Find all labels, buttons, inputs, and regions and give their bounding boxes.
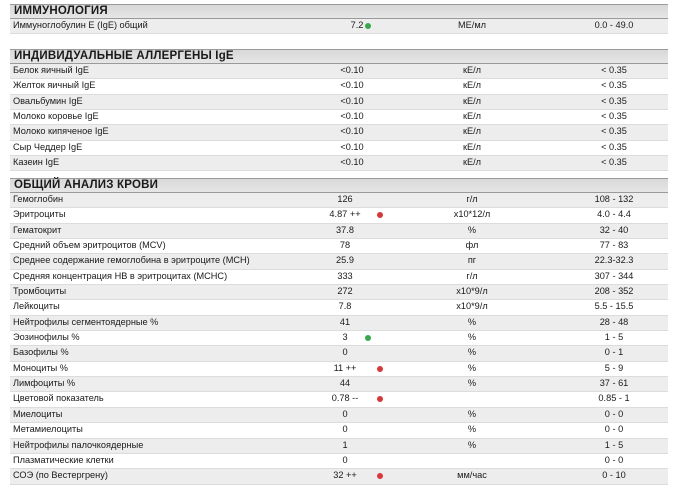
results-list (10, 64, 668, 171)
table-row (10, 141, 668, 156)
reference-range: 0 - 0 (604, 454, 624, 465)
test-value: 0.78 -- (331, 393, 359, 404)
test-name: Молоко кипяченое IgE (13, 126, 109, 137)
test-unit: % (467, 347, 477, 358)
results-list (10, 19, 668, 34)
test-value: 4.87 ++ (329, 209, 361, 220)
table-row (10, 239, 668, 254)
table-row (10, 346, 668, 361)
table-row (10, 392, 668, 407)
reference-range: 4.0 - 4.4 (597, 209, 631, 220)
reference-range: 0 - 0 (604, 424, 624, 435)
test-unit: кЕ/л (462, 111, 482, 122)
reference-range: 307 - 344 (594, 270, 634, 281)
reference-range: 0 - 0 (604, 408, 624, 419)
test-unit: г/л (466, 270, 478, 281)
test-name: Иммуноглобулин Е (IgE) общий (13, 20, 148, 30)
test-value: 7.2 (350, 20, 364, 30)
test-unit: мм/час (457, 470, 487, 481)
test-name: Моноциты % (13, 362, 68, 373)
test-unit: кЕ/л (462, 80, 482, 91)
table-row (10, 439, 668, 454)
reference-range: < 0.35 (601, 95, 627, 106)
table-row (10, 300, 668, 315)
table-row (10, 362, 668, 377)
test-name: Лейкоциты (13, 301, 60, 312)
abnormal-indicator-icon (377, 396, 383, 402)
test-name: Базофилы % (13, 347, 69, 358)
reference-range: 28 - 48 (599, 316, 629, 327)
test-name: СОЭ (по Вестергрену) (13, 470, 108, 481)
test-value: 0 (342, 408, 348, 419)
test-name: Овальбумин IgE (13, 95, 83, 106)
test-value: 126 (337, 194, 353, 204)
test-value: 1 (342, 439, 348, 450)
test-unit: г/л (466, 194, 478, 204)
reference-range: < 0.35 (601, 157, 627, 168)
test-unit: % (467, 424, 477, 435)
results-list (10, 193, 668, 485)
test-unit: % (467, 332, 477, 343)
test-name: Лимфоциты % (13, 378, 76, 389)
reference-range: 5.5 - 15.5 (594, 301, 634, 312)
table-row (10, 19, 668, 34)
test-unit: % (467, 408, 477, 419)
reference-range: < 0.35 (601, 111, 627, 122)
test-value: <0.10 (340, 157, 364, 168)
abnormal-indicator-icon (377, 366, 383, 372)
test-unit: пг (467, 255, 477, 266)
test-unit: кЕ/л (462, 141, 482, 152)
reference-range: 1 - 5 (604, 439, 624, 450)
test-value: <0.10 (340, 141, 364, 152)
reference-range: 0.85 - 1 (598, 393, 630, 404)
section-title: ИНДИВИДУАЛЬНЫЕ АЛЛЕРГЕНЫ IgE (10, 49, 668, 64)
test-unit: кЕ/л (462, 65, 482, 75)
table-row (10, 208, 668, 223)
test-value: <0.10 (340, 80, 364, 91)
reference-range: < 0.35 (601, 80, 627, 91)
table-row (10, 110, 668, 125)
table-row (10, 285, 668, 300)
test-name: Казеин IgE (13, 157, 60, 168)
test-name: Желток яичный IgE (13, 80, 96, 91)
reference-range: 1 - 5 (604, 332, 624, 343)
test-unit: кЕ/л (462, 126, 482, 137)
test-value: 333 (337, 270, 353, 281)
table-row (10, 254, 668, 269)
test-unit: фл (465, 240, 479, 251)
test-value: <0.10 (340, 126, 364, 137)
section-title: ИММУНОЛОГИЯ (10, 4, 668, 19)
table-row (10, 454, 668, 469)
table-row (10, 64, 668, 79)
test-name: Метамиелоциты (13, 424, 83, 435)
reference-range: 22.3-32.3 (594, 255, 634, 266)
test-name: Миелоциты (13, 408, 63, 419)
test-value: 3 (342, 332, 348, 343)
reference-range: < 0.35 (601, 126, 627, 137)
test-unit: кЕ/л (462, 95, 482, 106)
reference-range: 37 - 61 (599, 378, 629, 389)
test-name: Эозинофилы % (13, 332, 80, 343)
reference-range: 5 - 9 (604, 362, 624, 373)
table-row (10, 95, 668, 110)
test-name: Средний объем эритроцитов (MCV) (13, 240, 166, 251)
test-name: Тромбоциты (13, 286, 67, 297)
test-unit: МЕ/мл (457, 20, 486, 30)
table-row (10, 193, 668, 208)
reference-range: 0.0 - 49.0 (594, 20, 634, 30)
test-value: 0 (342, 424, 348, 435)
test-name: Сыр Чеддер IgE (13, 141, 83, 152)
test-value: 11 ++ (333, 362, 357, 373)
test-unit: х10*9/л (456, 286, 488, 297)
test-unit: % (467, 362, 477, 373)
test-name: Молоко коровье IgE (13, 111, 99, 122)
test-name: Плазматические клетки (13, 454, 114, 465)
table-row (10, 125, 668, 140)
reference-range: 77 - 83 (599, 240, 629, 251)
section-title: ОБЩИЙ АНАЛИЗ КРОВИ (10, 178, 668, 193)
test-value: 0 (342, 454, 348, 465)
test-name: Средняя концентрация НВ в эритроцитах (МСНС) (13, 270, 228, 281)
table-row (10, 331, 668, 346)
test-value: 41 (339, 316, 351, 327)
table-row (10, 224, 668, 239)
test-unit: кЕ/л (462, 157, 482, 168)
test-value: 0 (342, 347, 348, 358)
test-value: 25.9 (336, 255, 354, 266)
reference-range: 0 - 10 (602, 470, 626, 481)
section-cbc (10, 178, 668, 485)
section-immunology (10, 4, 668, 34)
table-row (10, 316, 668, 331)
test-name: Среднее содержание гемоглобина в эритроците (МСН) (13, 255, 250, 266)
test-unit: х10*9/л (456, 301, 488, 312)
abnormal-indicator-icon (377, 473, 383, 479)
test-unit: % (467, 439, 477, 450)
test-name: Гемоглобин (13, 194, 64, 204)
table-row (10, 156, 668, 171)
table-row (10, 408, 668, 423)
reference-range: 32 - 40 (599, 224, 629, 235)
test-value: <0.10 (340, 95, 364, 106)
section-allergens (10, 49, 668, 171)
test-unit: % (467, 316, 477, 327)
test-value: <0.10 (340, 65, 364, 75)
test-name: Нейтрофилы палочкоядерные (13, 439, 144, 450)
reference-range: < 0.35 (601, 65, 627, 75)
reference-range: 208 - 352 (594, 286, 634, 297)
test-value: 32 ++ (333, 470, 357, 481)
reference-range: < 0.35 (601, 141, 627, 152)
test-name: Гематокрит (13, 224, 62, 235)
normal-indicator-icon (365, 23, 371, 29)
table-row (10, 423, 668, 438)
test-name: Белок яичный IgE (13, 65, 90, 75)
table-row (10, 377, 668, 392)
test-unit: % (467, 378, 477, 389)
test-value: 44 (339, 378, 351, 389)
table-row (10, 79, 668, 94)
test-name: Нейтрофилы сегментоядерные % (13, 316, 159, 327)
test-unit: % (467, 224, 477, 235)
test-unit: х10*12/л (453, 209, 491, 220)
test-value: 7.8 (338, 301, 352, 312)
test-value: 272 (337, 286, 353, 297)
abnormal-indicator-icon (377, 212, 383, 218)
test-value: <0.10 (340, 111, 364, 122)
table-row (10, 270, 668, 285)
test-value: 78 (339, 240, 351, 251)
test-name: Цветовой показатель (13, 393, 104, 404)
test-value: 37.8 (336, 224, 354, 235)
test-name: Эритроциты (13, 209, 66, 220)
reference-range: 108 - 132 (594, 194, 634, 204)
reference-range: 0 - 1 (604, 347, 624, 358)
